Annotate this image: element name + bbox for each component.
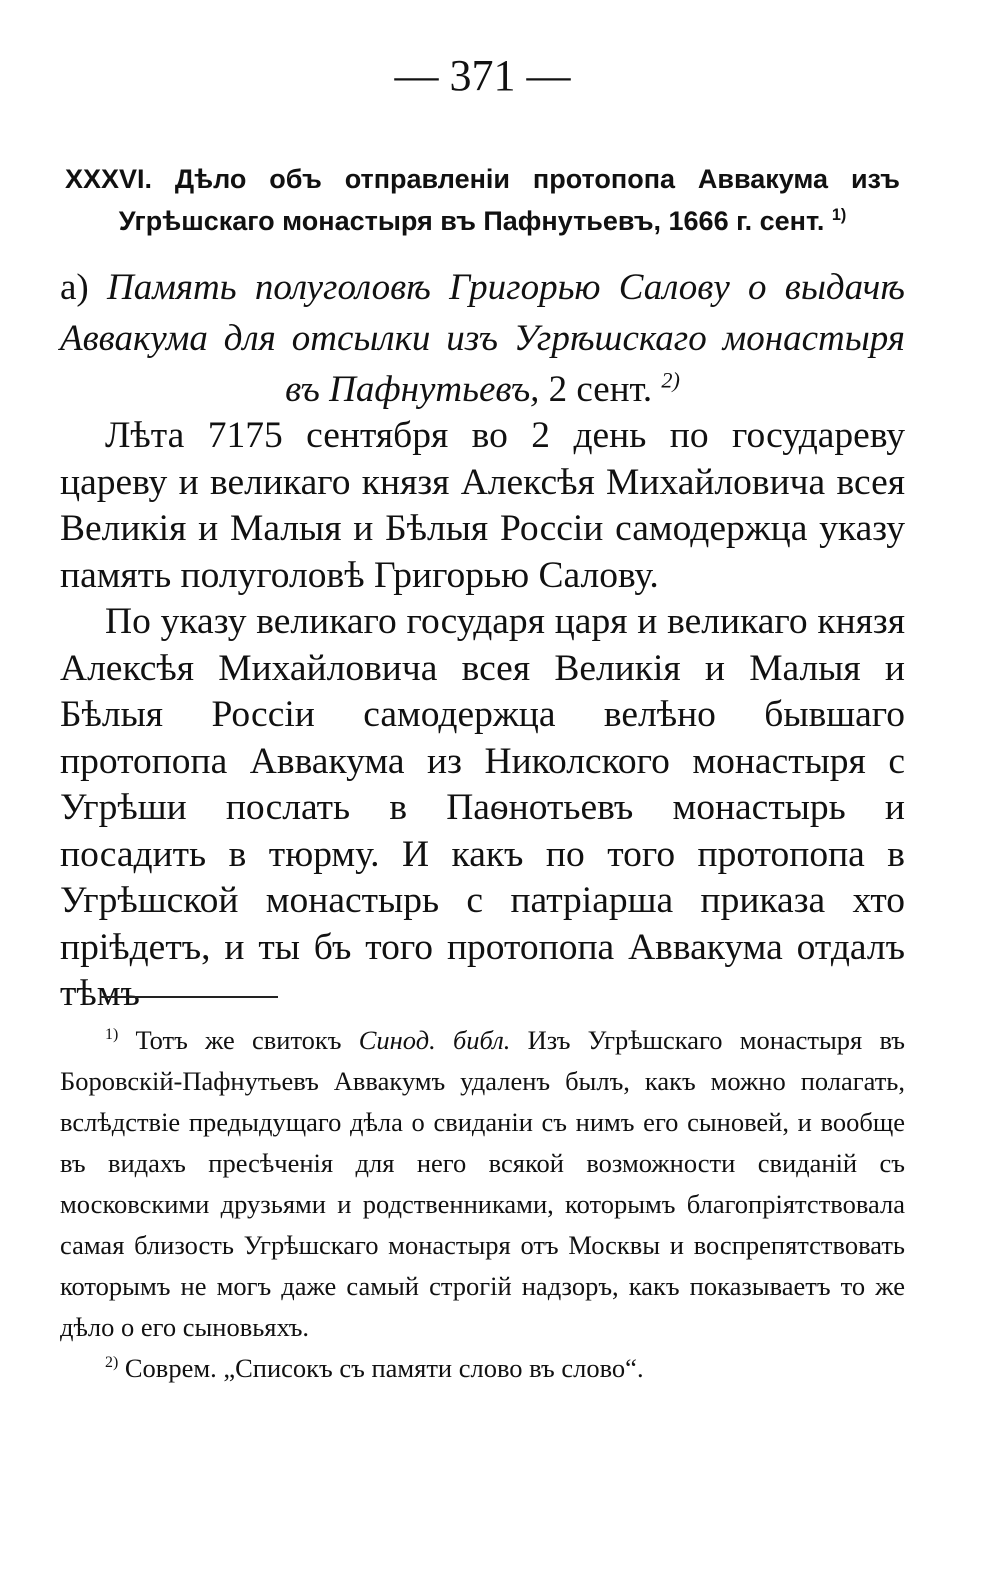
subheading-text: Память полуголовѣ Григорью Салову о выдачѣ Аввакума для отсылки изъ Угрѣшскаго монастыря въ Пафнутьевъ, — [60, 267, 905, 410]
footnote-1-text: Изъ Угрѣшскаго монастыря въ Боровскій-Пафнутьевъ Аввакумъ удаленъ былъ, какъ можно полагать, вслѣдствіе предыдущаго дѣла о свиданіи съ нимъ его сыновей, и вообще въ видахъ пресѣченія для него всякой возможности свиданій съ московскими друзьями и родственниками, которымъ благопріятствовала самая близость Угрѣшскаго монастыря отъ Москвы и воспрепятствовать которымъ не могъ даже самый строгій надзоръ, какъ показываетъ то же дѣло о его сыновьяхъ. — [60, 1025, 906, 1342]
footnote-2-ref: 2) — [105, 1354, 119, 1372]
body-paragraph-1: Лѣта 7175 сентября во 2 день по государеву цареву и великаго князя Алексѣя Михайловича всея Великія и Малыя и Бѣлыя Россіи самодержца указу память полуголовѣ Григорью Салову. — [60, 415, 905, 596]
footnotes — [60, 1020, 905, 1389]
footnote-1-ref: 1) — [105, 1026, 119, 1044]
footnote-1-source: Синод. библ. — [358, 1025, 511, 1055]
footnote-2-text: Соврем. „Списокъ съ памяти слово въ слово“. — [118, 1353, 644, 1383]
document-subheading — [60, 262, 905, 415]
body-paragraph-2: По указу великаго государя царя и великаго князя Алексѣя Михайловича всея Великія и Малыя и Бѣлыя Россіи самодержца велѣно бывшаго протопопа Аввакума из Николского монастыря с Угрѣши послать в Паѳнотьевъ монастырь и посадить в тюрму. И какъ по того протопопа в Угрѣшской монастырь с патріарша приказа хто пріѣдетъ, и ты бъ того протопопа Аввакума отдалъ тѣмъ — [60, 601, 905, 1014]
body-text — [60, 413, 905, 1018]
document-heading — [65, 158, 900, 242]
heading-footnote-ref[interactable]: 1) — [831, 206, 847, 224]
subheading-marker: а) — [60, 267, 108, 308]
subheading-footnote-ref[interactable]: 2) — [661, 367, 680, 393]
footnote-2 — [60, 1348, 905, 1389]
page-number: — 371 — — [394, 51, 571, 100]
subheading-date: 2 сент. — [539, 369, 662, 410]
footnote-1-lead: Тотъ же свитокъ — [118, 1025, 359, 1055]
footnote-1 — [60, 1020, 905, 1348]
book-page — [60, 0, 905, 1582]
heading-text: XXXVI. Дѣло объ отправленіи протопопа Аввакума изъ Угрѣшскаго монастыря въ Пафнутьевъ, 1666 г. сент. — [65, 164, 900, 236]
footnote-divider — [100, 996, 278, 998]
